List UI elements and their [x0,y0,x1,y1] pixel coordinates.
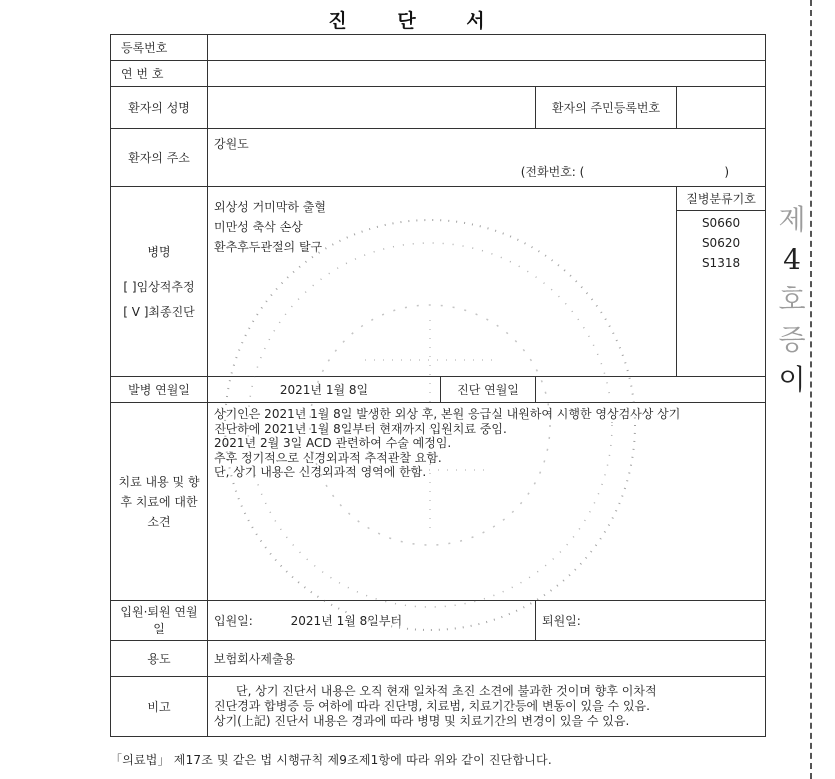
remarks-row [111,677,766,737]
disease-code-3: S1318 [701,256,741,270]
disease-code-1: S0660 [701,216,741,230]
purpose-row [111,641,766,677]
remarks-text [208,677,766,737]
patient-name-value [208,87,536,129]
page-title: 진 단 서 [328,10,507,32]
diagnosis-list [208,187,677,377]
registration-no-value [208,35,766,61]
patient-name-row [111,87,766,129]
phone-label: (전화번호: ( [520,165,585,179]
disease-label: 병명 [147,245,171,259]
purpose-label: 용도 [111,641,208,677]
treatment-line-2: 진단하에 2021년 1월 8일부터 현재까지 입원치료 중임. [214,421,507,436]
remarks-label: 비고 [111,677,208,737]
disease-label-cell [111,187,208,377]
patient-address-row [111,129,766,187]
exhibit-mark-char-5: 이 [778,363,806,396]
legal-footer: 「의료법」 제17조 및 같은 법 시행규칙 제9조제1항에 따라 위와 같이 진단합니다. [110,753,552,767]
handwritten-exhibit-mark [772,200,812,410]
diagnosis-date-label: 진단 연월일 [441,377,536,403]
exhibit-mark-char-4: 증 [778,323,806,356]
exhibit-mark-char-2: 4 [783,243,801,276]
phone-number-field [521,163,729,180]
exhibit-mark-char-1: 제 [778,203,806,236]
treatment-line-1: 상기인은 2021년 1월 8일 발생한 외상 후, 본원 응급실 내원하여 시행한 영상검사상 상기 [214,407,681,421]
patient-address-cell [208,129,766,187]
patient-address-label: 환자의 주소 [111,129,208,187]
dates-row [111,377,766,403]
discharge-date-cell [536,601,766,641]
patient-address-value: 강원도 [214,137,249,151]
diagnosis-name-1: 외상성 거미막하 출혈 [214,200,326,214]
treatment-row [111,403,766,601]
treatment-line-4: 추후 정기적으로 신경외과적 추적관찰 요함. [214,450,442,465]
patient-name-label: 환자의 성명 [111,87,208,129]
disease-row [111,187,766,377]
disease-code-2: S0620 [701,236,741,250]
treatment-opinion [208,403,766,601]
admission-row [111,601,766,641]
admission-date-cell [208,601,536,641]
treatment-line-3: 2021년 2월 3일 ACD 관련하여 수술 예정임. [214,436,452,450]
exhibit-mark-char-3: 호 [778,283,806,316]
admission-date-value: 2021년 1월 8일부터 [290,614,403,628]
diagnosis-date-value [536,377,766,403]
diagnosis-name-3: 환추후두관절의 탈구 [214,240,323,254]
serial-no-label: 연 번 호 [111,61,208,87]
registration-no-label: 등록번호 [111,35,208,61]
patient-rrn-value [677,87,766,129]
final-diagnosis-checkbox: [ V ]최종진단 [123,305,195,319]
disease-code-header: 질병분류기호 [677,187,765,211]
admission-label: 입원·퇴원 연월일 [111,601,208,641]
diagnosis-name-2: 미만성 축삭 손상 [214,220,303,234]
admission-date-label: 입원일: [214,614,253,628]
remarks-line-1: 단, 상기 진단서 내용은 오직 현재 일차적 초진 소견에 불과한 것이며 향후 이차적 [236,684,657,698]
registration-row [111,35,766,61]
serial-no-value [208,61,766,87]
remarks-line-3: 상기(上記) 진단서 내용은 경과에 따라 병명 및 치료기간의 변경이 있을 수 있음. [214,714,630,728]
patient-rrn-label: 환자의 주민등록번호 [536,87,677,129]
discharge-date-label: 퇴원일: [542,614,581,628]
onset-date-value: 2021년 1월 8일 [208,377,441,403]
disease-code-cell [677,187,766,377]
remarks-line-2: 진단경과 합병증 등 여하에 따라 진단명, 치료범, 치료기간등에 변동이 있을 수 있음. [214,699,650,713]
diagnosis-form-table [110,34,766,737]
phone-close-paren: ) [724,165,730,179]
clinical-estimate-checkbox: [ ]임상적추정 [123,280,195,294]
serial-row [111,61,766,87]
treatment-label: 치료 내용 및 향후 치료에 대한 소견 [111,403,208,601]
purpose-value: 보험회사제출용 [208,641,766,677]
onset-date-label: 발병 연월일 [111,377,208,403]
treatment-line-5: 단, 상기 내용은 신경외과적 영역에 한함. [214,465,427,479]
